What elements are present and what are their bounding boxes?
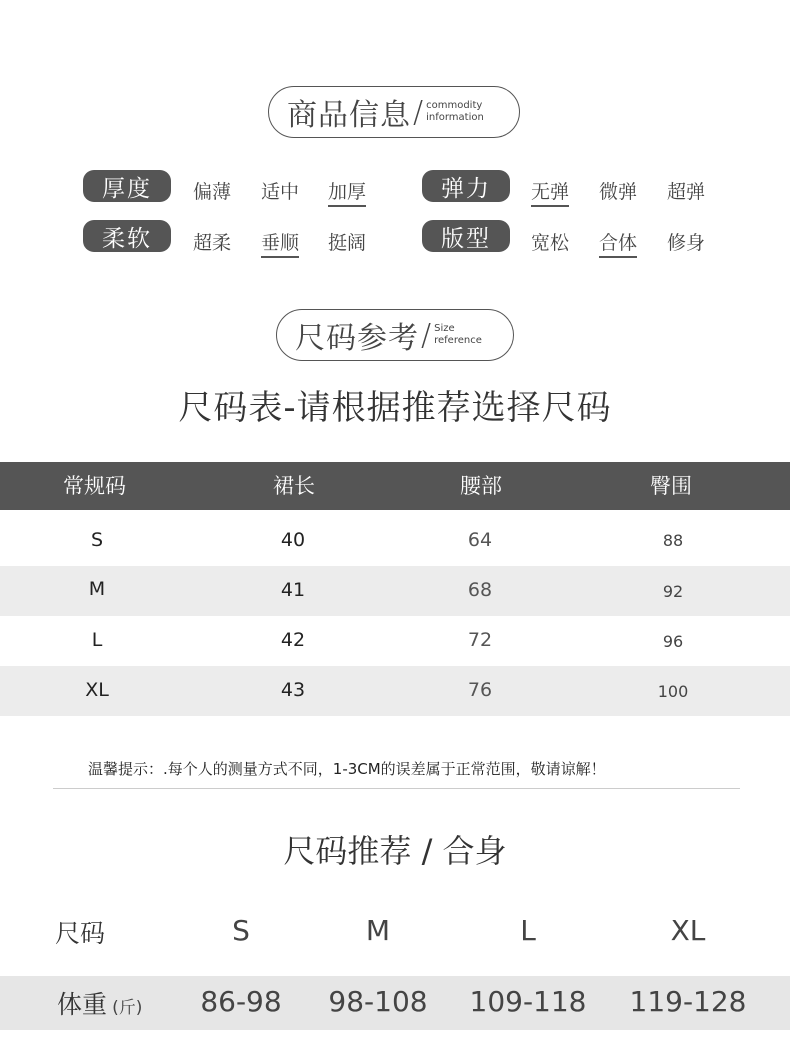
cell-size: XL [85, 679, 109, 701]
label-weight: 体重 (斤) [57, 990, 143, 1019]
tag-fit: 版型 [422, 220, 510, 252]
header-length: 裙长 [273, 474, 315, 498]
option: 挺阔 [328, 232, 367, 254]
option: 修身 [667, 232, 706, 254]
cell-hip: 92 [662, 582, 684, 601]
cell-length: 40 [280, 529, 306, 551]
header-hip: 臀围 [650, 474, 692, 498]
header-waist: 腰部 [460, 474, 502, 498]
rec-size: M [365, 914, 391, 947]
cell-waist: 76 [467, 679, 493, 701]
heading-slash: / [413, 94, 424, 130]
option: 适中 [261, 181, 300, 203]
cell-length: 41 [280, 579, 306, 601]
option: 超弹 [667, 181, 706, 203]
cell-length: 43 [280, 679, 306, 701]
heading-main: 尺码参考 [295, 321, 419, 356]
tip-note: 温馨提示：.每个人的测量方式不同，1-3CM的误差属于正常范围，敬请谅解！ [88, 760, 606, 778]
heading-sub: commodity information [426, 100, 484, 123]
rec-weight: 119-128 [629, 985, 747, 1018]
tag-softness: 柔软 [83, 220, 171, 252]
option: 超柔 [193, 232, 232, 254]
label-size: 尺码 [54, 919, 106, 948]
cell-size: L [91, 629, 103, 651]
commodity-info-heading [268, 86, 520, 138]
rec-weight: 98-108 [328, 985, 428, 1018]
option-selected: 无弹 [531, 177, 569, 207]
rec-size: XL [670, 914, 706, 947]
cell-size: S [90, 529, 104, 551]
heading-slash: / [421, 317, 432, 353]
tag-thickness: 厚度 [83, 170, 171, 202]
recommend-title: 尺码推荐 / 合身 [283, 832, 507, 870]
option-selected: 加厚 [328, 177, 366, 207]
option-selected: 合体 [599, 228, 637, 258]
cell-waist: 64 [467, 529, 493, 551]
heading-main: 商品信息 [287, 98, 411, 133]
option: 微弹 [599, 181, 638, 203]
heading-sub: Size reference [434, 323, 482, 346]
cell-hip: 88 [662, 531, 684, 550]
cell-hip: 96 [662, 632, 684, 651]
rec-weight: 109-118 [469, 985, 587, 1018]
size-reference-heading [276, 309, 514, 361]
cell-length: 42 [280, 629, 306, 651]
option: 偏薄 [193, 181, 232, 203]
size-table-title: 尺码表-请根据推荐选择尺码 [178, 388, 612, 428]
rec-size: S [232, 914, 250, 947]
option-selected: 垂顺 [261, 228, 299, 258]
cell-waist: 68 [467, 579, 493, 601]
option: 宽松 [531, 232, 570, 254]
cell-size: M [88, 578, 106, 600]
rec-weight: 86-98 [200, 985, 282, 1018]
cell-waist: 72 [467, 629, 493, 651]
divider [53, 788, 740, 789]
tag-elasticity: 弹力 [422, 170, 510, 202]
cell-hip: 100 [657, 682, 689, 701]
header-size: 常规码 [63, 474, 126, 498]
rec-size: L [520, 914, 536, 947]
